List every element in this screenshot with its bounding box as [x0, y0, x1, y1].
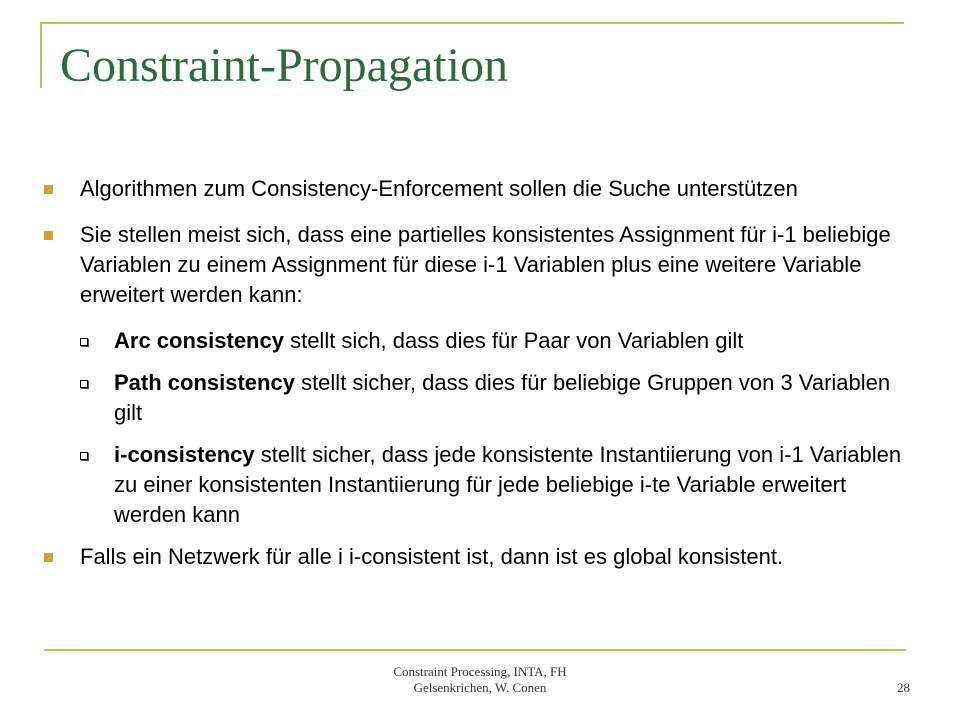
- square-bullet-icon: [44, 185, 53, 194]
- footer-line-1: Constraint Processing, INTA, FH: [393, 664, 567, 679]
- slide-title: Constraint-Propagation: [60, 39, 508, 92]
- sub-bullet-text: stellt sich, dass dies für Paar von Variablen gilt: [283, 328, 744, 353]
- bullet-text: Sie stellen meist sich, dass eine partielles konsistentes Assignment für i-1 beliebige Variablen zu einem Assignment für diese i-1 Variablen plus eine weitere Variable erweitert werden kann:: [80, 222, 891, 307]
- term-i-consistency: i-consistency: [114, 442, 255, 467]
- hollow-square-bullet-icon: [80, 452, 88, 460]
- sub-bullet-text: stellt sicher, dass jede konsistente Instantiierung von i-1 Variablen zu einer konsistenten Instantiierung für jede beliebige i-te Variable erweitert werden kann: [114, 442, 902, 527]
- square-bullet-icon: [44, 553, 53, 562]
- top-frame-rule: [40, 22, 904, 24]
- square-bullet-icon: [44, 231, 53, 240]
- bullet-text: Falls ein Netzwerk für alle i i-consistent ist, dann ist es global konsistent.: [80, 544, 784, 569]
- sub-bullet-item: [0, 326, 914, 356]
- page-number: 28: [897, 680, 910, 695]
- sub-bullet-item: [0, 368, 914, 428]
- term-arc-consistency: Arc consistency: [114, 328, 284, 353]
- slide-content: [0, 174, 960, 572]
- left-frame-rule: [40, 22, 42, 88]
- bullet-text: Algorithmen zum Consistency-Enforcement sollen die Suche unterstützen: [80, 176, 798, 201]
- footer-caption: [330, 664, 630, 696]
- bullet-item: [0, 542, 910, 572]
- sub-bullet-item: [0, 440, 914, 530]
- sub-bullet-text: stellt sicher, dass dies für beliebige Gruppen von 3 Variablen gilt: [114, 370, 891, 425]
- footer-rule: [44, 649, 906, 651]
- bullet-item: [0, 174, 910, 204]
- term-path-consistency: Path consistency: [114, 370, 295, 395]
- footer-line-2: Gelsenkrichen, W. Conen: [413, 680, 547, 695]
- hollow-square-bullet-icon: [80, 338, 88, 346]
- bullet-item: [0, 220, 910, 310]
- hollow-square-bullet-icon: [80, 380, 88, 388]
